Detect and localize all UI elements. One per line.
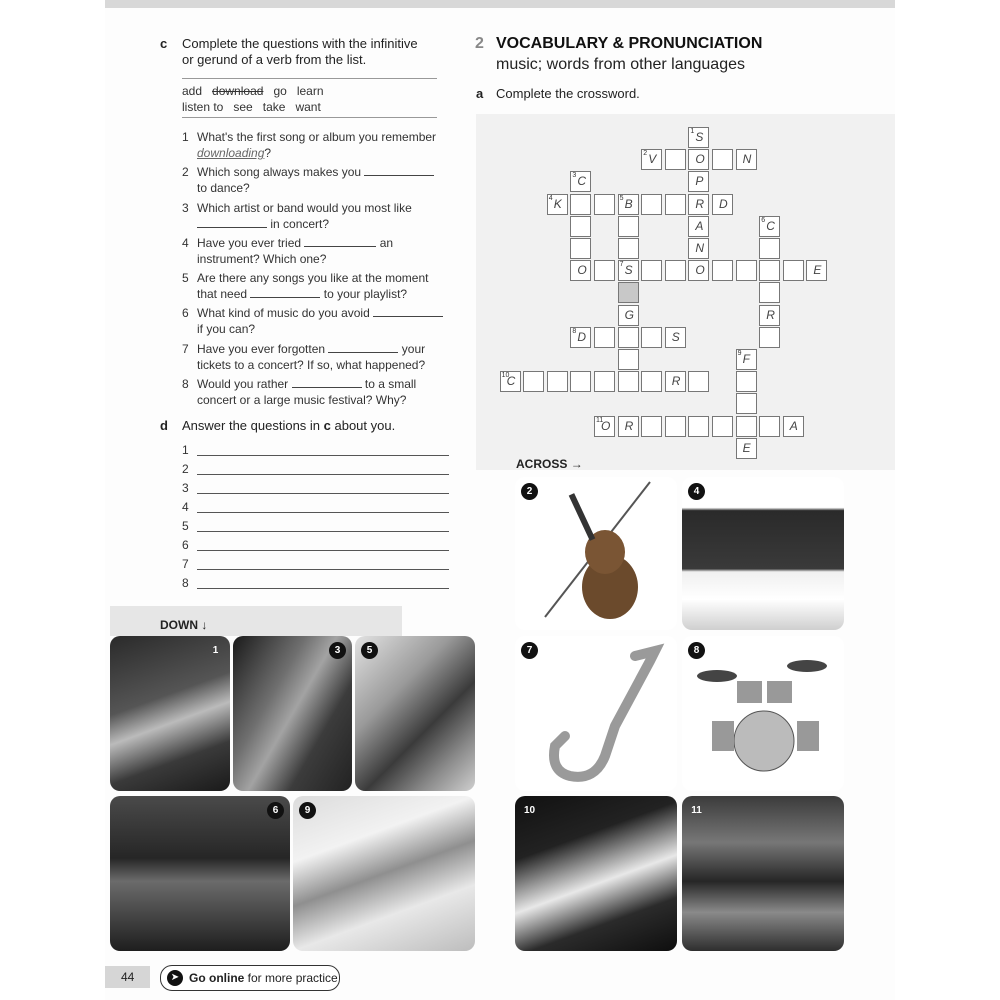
crossword-letter: D [719,196,728,211]
answer-line[interactable] [197,455,449,456]
instruction-text: about you. [330,418,396,433]
crossword-cell[interactable] [712,149,733,170]
crossword-cell[interactable] [570,194,591,215]
down-label [160,618,207,632]
crossword-cell[interactable] [641,260,662,281]
photo-opera-singer [110,636,230,791]
crossword-letter: E [813,263,822,278]
answer-blank[interactable] [304,246,376,247]
crossword-cell[interactable] [736,393,757,414]
question-text: Are there any songs you like at the moment [197,271,429,285]
instruction-line-1: Complete the questions with the infinitive [182,36,418,51]
crossword-letter: D [577,329,587,344]
crossword-cell[interactable] [570,371,591,392]
crossword-letter: O [601,418,611,433]
photo-saxophone [515,636,677,791]
answer-line-number: 5 [182,519,189,533]
go-online-bold: Go online [189,971,245,985]
crossword-letter: N [742,152,752,167]
crossword-letter: N [695,241,705,255]
answer-line[interactable] [197,531,449,532]
section-2-subtitle: music; words from other languages [496,56,745,73]
question-text: Would you rather [197,377,289,391]
crossword-cell[interactable] [665,194,686,215]
question-number: 3 [182,201,189,215]
section-c-letter: c [160,36,168,51]
saxophone-illustration [515,636,677,791]
crossword-letter: S [624,263,633,278]
section-c-instruction [182,36,418,68]
crossword-letter: E [742,440,751,455]
question-text: in concert? [270,217,330,231]
top-border [105,0,895,8]
instruction-text: Answer the questions in [182,418,324,433]
crossword-cell[interactable] [736,416,757,437]
section-d-letter: d [160,418,168,433]
answer-blank[interactable] [373,316,443,317]
word-download-crossed: download [212,84,264,98]
question-6 [182,305,457,337]
crossword-cell[interactable] [665,260,686,281]
photo-number: 9 [299,802,316,819]
crossword-letter: B [624,196,633,211]
question-text: your [401,342,426,356]
instruction-line-2: or gerund of a verb from the list. [182,52,367,67]
question-number: 2 [182,165,189,179]
answer-blank[interactable] [197,227,267,228]
word-add: add [182,84,203,98]
down-text: DOWN [160,618,198,632]
question-number: 1 [182,130,189,144]
photo-number: 8 [688,642,705,659]
crossword-cell[interactable] [759,416,780,437]
word-want: want [295,100,321,114]
photo-number: 4 [688,483,705,500]
crossword-letter: R [671,374,681,389]
crossword-cell[interactable] [759,238,780,259]
question-number: 6 [182,306,189,320]
crossword-cell[interactable] [736,371,757,392]
photo-number: 6 [267,802,284,819]
clue-number: 9 [737,350,742,357]
question-text: What kind of music do you avoid [197,306,370,320]
clue-number: 4 [548,194,553,202]
go-online-button[interactable] [160,965,340,991]
answer-line-number: 6 [182,538,189,552]
crossword-cell[interactable] [547,371,568,392]
clue-number: 6 [761,216,766,224]
clue-number: 11 [596,416,604,424]
crossword-letter: A [695,218,704,233]
crossword-cell[interactable] [523,371,544,392]
photo-number: 7 [521,642,538,659]
crossword-cell[interactable] [688,416,709,437]
crossword-letter: C [577,174,587,189]
question-number: 7 [182,342,189,356]
answer-line-number: 1 [182,443,189,457]
photo-bass-guitar [355,636,475,791]
crossword-letter: P [695,174,704,189]
crossword-letter: O [695,152,705,167]
arrow-icon: ➤ [167,970,183,986]
clue-number: 3 [572,172,577,180]
word-go: go [273,84,287,98]
crossword-cell[interactable] [641,327,662,348]
question-text: Have you ever tried [197,236,302,250]
answer-line-number: 3 [182,481,189,495]
question-text: What's the first song or album you remember [197,130,437,144]
answer-line-number: 7 [182,557,189,571]
word-list-row-1 [182,83,324,99]
clue-number: 7 [619,261,624,269]
question-8 [182,376,452,408]
clue-number: 5 [619,194,624,202]
question-text: to your playlist? [323,287,408,301]
instruction-bold: c [323,418,331,433]
across-label [516,457,583,471]
question-text: to a small [364,377,417,391]
across-text: ACROSS [516,457,568,471]
clue-number: 10 [501,372,510,380]
question-text: tickets to a concert? If so, what happened? [197,358,426,372]
crossword-cell[interactable] [665,149,686,170]
word-take: take [262,100,286,114]
down-label-band [110,606,402,636]
crossword-letter: S [695,130,704,144]
crossword-cell[interactable] [759,327,780,348]
section-2-number: 2 [475,35,484,52]
photo-number: 11 [691,805,702,816]
question-text: Which song always makes you [197,165,362,179]
crossword-cell[interactable] [641,371,662,392]
answer-line[interactable] [197,474,449,475]
answer-blank[interactable] [250,297,320,298]
violin-illustration [515,477,677,630]
photo-number: 10 [523,805,536,816]
crossword-cell[interactable] [594,260,615,281]
question-text: concert or a large music festival? Why? [197,393,407,407]
crossword-letter: S [671,329,680,344]
crossword-cell[interactable] [618,349,639,370]
answer-line[interactable] [197,493,449,494]
page-number-tab [105,966,150,988]
crossword-cell[interactable] [594,327,615,348]
crossword-cell[interactable] [736,260,757,281]
crossword-cell[interactable] [712,260,733,281]
question-text: if you can? [197,322,256,336]
word-listen-to: listen to [182,100,224,114]
question-number: 8 [182,377,189,391]
photo-cello [233,636,352,791]
question-5 [182,270,452,302]
question-1 [182,129,452,161]
crossword-cell[interactable] [594,371,615,392]
question-7 [182,341,452,373]
section-2a-instruction: Complete the crossword. [496,86,640,101]
crossword-cell[interactable] [759,282,780,303]
crossword-cell[interactable] [618,238,639,259]
photo-number: 3 [329,642,346,659]
crossword-letter: G [624,307,634,322]
question-text: ? [264,146,272,160]
clue-number: 8 [572,327,577,335]
crossword-letter: C [506,374,516,389]
answer-line-number: 4 [182,500,189,514]
answer-blank[interactable] [328,352,398,353]
section-2a-letter: a [476,86,484,101]
question-text: instrument? Which one? [197,252,327,266]
photo-keyboard [682,477,844,630]
crossword-cell[interactable] [759,260,780,281]
crossword-letter: R [624,418,634,433]
crossword-letter: O [577,263,587,278]
question-number: 5 [182,271,189,285]
question-text: that need [197,287,248,301]
crossword-cell[interactable] [618,327,639,348]
example-answer: downloading [197,146,265,160]
answer-blank[interactable] [292,387,362,388]
question-number: 4 [182,236,189,250]
crossword-cell[interactable] [618,216,639,237]
crossword-letter: R [695,196,705,211]
crossword-letter: F [742,352,750,366]
answer-line[interactable] [197,588,449,589]
section-d-instruction [182,418,395,433]
crossword-cell[interactable] [783,260,804,281]
go-online-rest: for more practice [244,971,338,985]
question-4 [182,235,452,267]
section-2-title: VOCABULARY & PRONUNCIATION [496,35,763,52]
word-list-row-2 [182,99,321,115]
clue-number: 1 [690,128,695,135]
photo-flute [293,796,475,951]
photo-number: 1 [212,645,219,656]
crossword-cell[interactable] [618,282,639,303]
crossword-cell[interactable] [712,416,733,437]
question-text: to dance? [197,181,250,195]
photo-choir [110,796,290,951]
answer-line-number: 8 [182,576,189,590]
question-text: an [379,236,394,250]
crossword-letter: R [766,307,775,322]
photo-number: 2 [521,483,538,500]
arrow-right-icon: → [570,457,583,471]
crossword-cell[interactable] [665,416,686,437]
answer-line[interactable] [197,512,449,513]
drums-illustration [682,636,844,791]
crossword-letter: A [789,418,798,433]
photo-orchestra [682,796,844,951]
answer-blank[interactable] [364,175,434,176]
answer-line-number: 2 [182,462,189,476]
crossword-cell[interactable] [570,216,591,237]
crossword-cell[interactable] [641,194,662,215]
crossword-letter: C [766,218,775,233]
question-text: Have you ever forgotten [197,342,326,356]
crossword-cell[interactable] [570,238,591,259]
answer-line[interactable] [197,569,449,570]
question-text: Which artist or band would you most like [197,201,412,215]
crossword-letter: O [695,263,705,278]
crossword-cell[interactable] [641,416,662,437]
answer-line[interactable] [197,550,449,551]
photo-number: 5 [361,642,378,659]
question-3 [182,200,452,232]
photo-drums [682,636,844,791]
crossword-letter: K [553,196,562,211]
word-learn: learn [296,84,324,98]
clue-number: 2 [643,150,648,158]
crossword-cell[interactable] [594,194,615,215]
word-see: see [233,100,253,114]
question-2 [182,164,452,196]
photo-violin [515,477,677,630]
photo-conductor [515,796,677,951]
go-online-label [189,971,338,985]
crossword-cell[interactable] [688,371,709,392]
page-number: 44 [121,970,135,984]
crossword-letter: V [648,152,657,167]
crossword-cell[interactable] [618,371,639,392]
arrow-down-icon: ↓ [201,618,208,632]
